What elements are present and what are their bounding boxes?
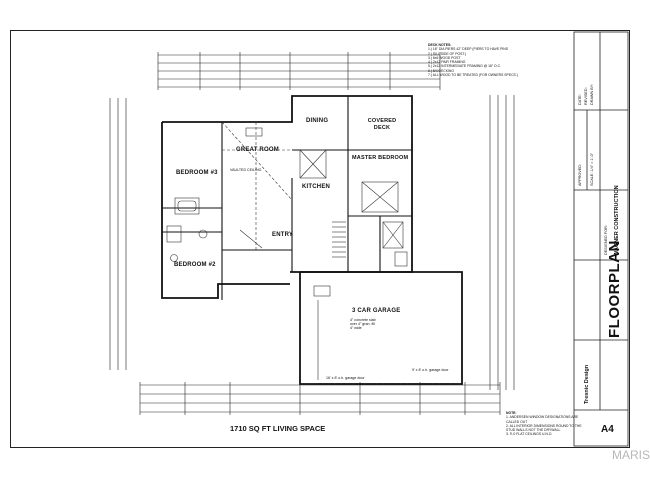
- sheet-number: A4: [601, 424, 614, 435]
- general-note-item: 2. ALL INTERIOR DIMENSIONS ROUND TO THE: [506, 423, 582, 428]
- deck-note-item: 1.) 16" DIA PIERS 42" DEEP (PIERS TO HAVE PINS: [428, 47, 508, 52]
- deck-note-item: 6.) 5/4 DECKING: [428, 68, 455, 73]
- general-note-item: 3. 9'-0 FLAT CEILINGS U.N.O.: [506, 432, 553, 437]
- room-label-bedroom-2: BEDROOM #2: [174, 262, 216, 268]
- bathtub: [175, 198, 199, 214]
- title-block-drawn: DRAWN BY:: [590, 83, 594, 105]
- title-block-designed-for: DESIGNED FOR:: [604, 225, 608, 255]
- garage-door-left-label: 16' x 8' o.h. garage door: [326, 376, 365, 380]
- room-label-great-room: GREAT ROOM: [236, 147, 279, 153]
- general-note-item: 1. ANDERSEN WINDOW DESIGNATIONS ARE: [506, 415, 579, 420]
- room-label-covered-deck: COVERED DECK: [367, 118, 397, 131]
- garage-slab-note-2: over 4" gran. fill: [350, 322, 375, 326]
- title-block-date: DATE:: [578, 94, 582, 105]
- vaulted-ceiling-note: VAULTED CEILING: [230, 168, 262, 172]
- room-label-master-bedroom: MASTER BEDROOM: [352, 155, 409, 161]
- deck-note-item: 2.) SILL SIDE OF POST.): [428, 51, 467, 56]
- general-note-item: CALLED OUT: [506, 419, 528, 424]
- attic-access: [314, 286, 330, 296]
- title-block-drawing-title: FLOORPLAN: [606, 240, 623, 338]
- garage-slab-note-3: 4" wide: [350, 326, 362, 330]
- deck-note-item: 4.) 2x12 PAIR FRAMING: [428, 60, 466, 65]
- title-block-firm: Tresnic Design: [584, 364, 590, 404]
- title-block-scale: SCALE: 1/4" = 1'-0": [590, 152, 594, 186]
- room-label-entry: ENTRY: [272, 232, 294, 238]
- general-note-item: STUD WALLS NOT THE DRYWALL: [506, 428, 561, 433]
- title-block-approved: APPROVED:: [578, 163, 582, 186]
- deck-note-item: 3.) 6x6 WOOD POST: [428, 55, 461, 60]
- deck-note-item: 5.) 2x12 INTERMEDIATE FRAMING @ 16" O.C.: [428, 64, 501, 69]
- general-notes-heading: NOTE:: [506, 411, 517, 415]
- deck-note-item: 7.) ALL WOOD TO BE TREATED (FOR OWNERS SPECS.): [428, 73, 518, 78]
- garage-slab-note-1: 4" concrete slab: [350, 318, 376, 322]
- title-block-client: WAGNER CONSTRUCTION: [614, 185, 620, 256]
- room-label-garage: 3 CAR GARAGE: [352, 308, 401, 314]
- room-label-dining: DINING: [306, 118, 329, 124]
- title-block-revised: REVISED:: [584, 87, 588, 105]
- room-label-bedroom-3: BEDROOM #3: [176, 170, 218, 176]
- watermark: MARIS: [612, 448, 650, 462]
- fireplace: [246, 128, 262, 136]
- room-label-kitchen: KITCHEN: [302, 184, 331, 190]
- garage-door-right-label: 9' x 8' o.h. garage door: [412, 368, 449, 372]
- deck-notes: [428, 43, 548, 77]
- deck-notes-heading: DECK NOTES:: [428, 43, 452, 47]
- living-space-caption: 1710 SQ FT LIVING SPACE: [230, 424, 326, 433]
